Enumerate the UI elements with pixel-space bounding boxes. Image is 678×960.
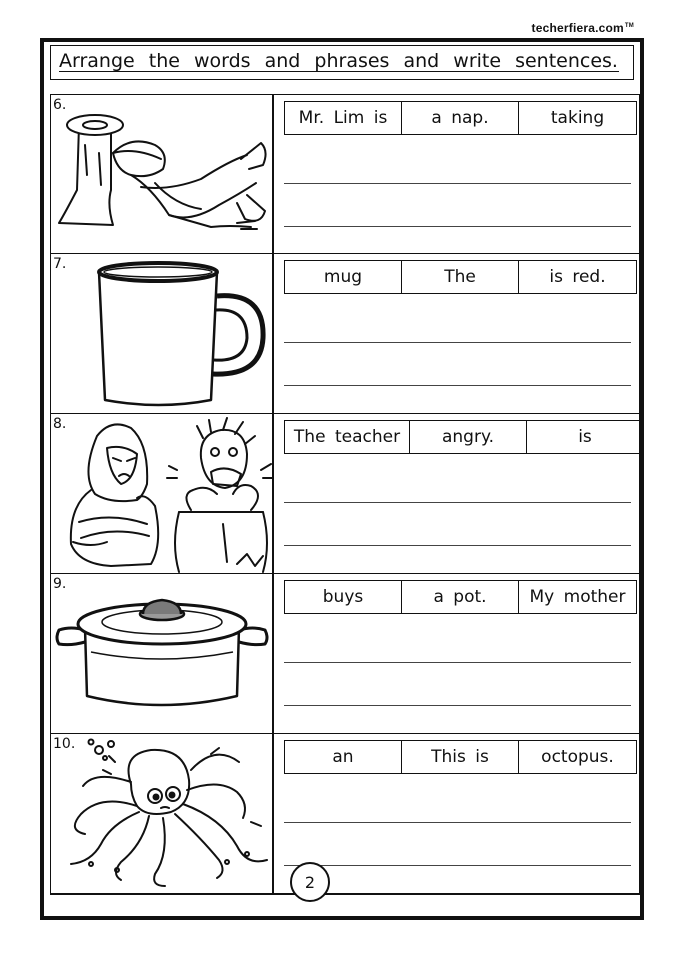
- word-box: This is: [402, 741, 519, 773]
- word-box: The: [402, 261, 519, 293]
- question-row-7: [50, 254, 640, 414]
- word-box: is: [578, 427, 592, 447]
- word-box: The teacher: [285, 421, 410, 453]
- word-boxes: [284, 740, 637, 774]
- word-box: an: [285, 741, 402, 773]
- picture-cell: [51, 414, 274, 573]
- question-number: 9.: [53, 576, 67, 592]
- word-box: taking: [550, 108, 605, 128]
- brand-watermark: techerfiera.com™: [531, 21, 634, 35]
- question-number: 6.: [53, 97, 67, 113]
- question-row-10: [50, 734, 640, 894]
- writing-line[interactable]: [284, 502, 631, 503]
- word-box: buys: [285, 581, 402, 613]
- writing-line[interactable]: [284, 226, 631, 227]
- word-box: is red.: [549, 267, 606, 287]
- mug-icon: [51, 254, 274, 414]
- writing-line[interactable]: [284, 545, 631, 546]
- word-box: Mr. Lim is: [285, 102, 402, 134]
- page-number-badge: 2: [290, 862, 330, 902]
- question-number: 10.: [53, 736, 76, 752]
- writing-line[interactable]: [284, 342, 631, 343]
- question-row-6: [50, 94, 640, 254]
- picture-cell: [51, 95, 274, 253]
- word-boxes: [284, 580, 637, 614]
- word-boxes: [284, 101, 637, 135]
- footer-divider: [50, 894, 640, 895]
- word-boxes: [284, 260, 637, 294]
- worksheet: [40, 38, 644, 920]
- word-box: My mother: [529, 587, 626, 607]
- instruction-text: Arrange the words and phrases and write sentences.: [59, 50, 618, 72]
- question-row-8: [50, 414, 640, 574]
- writing-line[interactable]: [284, 183, 631, 184]
- man-napping-against-stump-icon: [51, 95, 274, 255]
- word-box: a pot.: [402, 581, 519, 613]
- cooking-pot-icon: [51, 574, 274, 734]
- question-number: 7.: [53, 256, 67, 272]
- word-box: angry.: [410, 421, 527, 453]
- writing-line[interactable]: [284, 865, 631, 866]
- word-box: octopus.: [541, 747, 614, 767]
- picture-cell: [51, 734, 274, 893]
- angry-teacher-and-scared-boy-icon: [51, 414, 274, 574]
- writing-line[interactable]: [284, 385, 631, 386]
- question-row-9: [50, 574, 640, 734]
- instruction-header: [50, 45, 634, 80]
- word-box: mug: [285, 261, 402, 293]
- writing-line[interactable]: [284, 705, 631, 706]
- word-box: a nap.: [402, 102, 519, 134]
- writing-line[interactable]: [284, 822, 631, 823]
- picture-cell: [51, 574, 274, 733]
- word-boxes: [284, 420, 644, 454]
- question-number: 8.: [53, 416, 67, 432]
- octopus-icon: [51, 734, 274, 894]
- picture-cell: [51, 254, 274, 413]
- writing-line[interactable]: [284, 662, 631, 663]
